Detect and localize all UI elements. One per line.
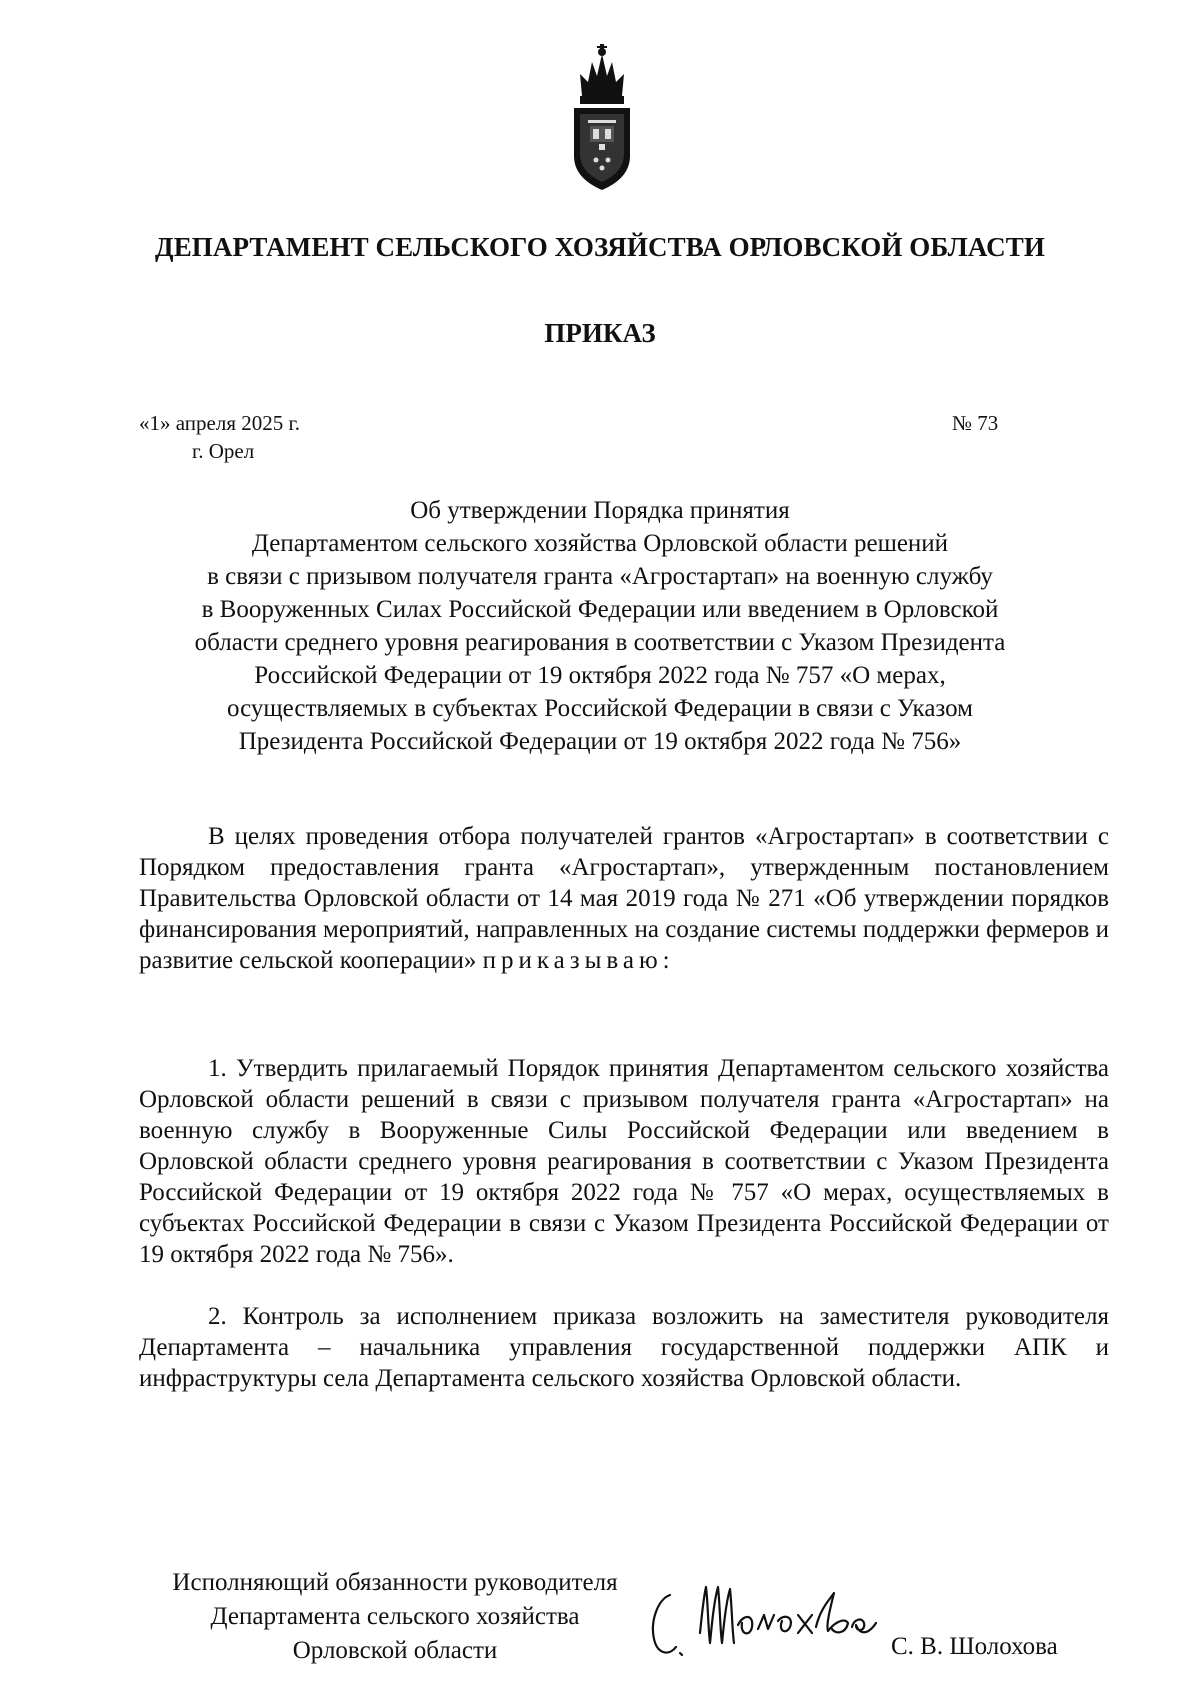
order-item-2: 2. Контроль за исполнением приказа возложить на заместителя руководителя Департамента – начальника управления государственной поддержки АПК и инфраструктуры села Департамента сельского хозяйства Орловской области. xyxy=(139,1303,1109,1392)
preamble-paragraph xyxy=(139,821,1109,976)
subject-line: Департаментом сельского хозяйства Орловской области решений xyxy=(251,530,949,557)
signer-position-line: Исполняющий обязанности руководителя xyxy=(172,1569,618,1596)
subject-line: области среднего уровня реагирования в соответствии с Указом Президента xyxy=(194,629,1006,656)
order-date: «1» апреля 2025 г. xyxy=(139,411,300,435)
document-type-title: ПРИКАЗ xyxy=(544,318,656,348)
preamble-text: В целях проведения отбора получателей грантов «Агростартап» в соответствии с Порядком предоставления гранта «Агростартап», утвержденным постановлением Правительства Орловской области от 14 мая 2019 года № 271 «Об утверждении порядков финансирования мероприятий, направленных на создание системы поддержки фермеров и развитие сельской кооперации» xyxy=(139,823,1109,974)
order-number: № 73 xyxy=(952,411,999,435)
subject-line: в Вооруженных Силах Российской Федерации или введением в Орловской xyxy=(201,596,999,623)
order-city: г. Орел xyxy=(192,439,255,463)
order-subject xyxy=(150,494,1050,758)
signer-position xyxy=(130,1566,660,1668)
subject-line: Президента Российской Федерации от 19 октября 2022 года № 756» xyxy=(238,728,962,755)
signer-name: С. В. Шолохова xyxy=(891,1633,1058,1660)
handwritten-signature-icon xyxy=(640,1573,890,1669)
subject-line: Об утверждении Порядка принятия xyxy=(410,497,790,524)
subject-line: осуществляемых в субъектах Российской Федерации в связи с Указом xyxy=(227,695,973,722)
subject-line: Российской Федерации от 19 октября 2022 года № 757 «О мерах, xyxy=(254,662,946,689)
department-title: ДЕПАРТАМЕНТ СЕЛЬСКОГО ХОЗЯЙСТВА ОРЛОВСКОЙ ОБЛАСТИ xyxy=(155,232,1045,262)
order-item-1: 1. Утвердить прилагаемый Порядок принятия Департаментом сельского хозяйства Орловской области решений в связи с призывом получателя гранта «Агростартап» на военную службу в Вооруженные Силы Российской Федерации или введением в Орловской области среднего уровня реагирования в соответствии с Указом Президента Российской Федерации от 19 октября 2022 года № 757 «О мерах, осуществляемых в субъектах Российской Федерации в связи с Указом Президента Российской Федерации от 19 октября 2022 года № 756». xyxy=(139,1055,1109,1268)
order-word: приказываю: xyxy=(482,947,675,974)
signer-position-line: Департамента сельского хозяйства xyxy=(210,1603,580,1630)
orel-oblast-coat-of-arms-icon xyxy=(566,44,638,192)
signer-position-line: Орловской области xyxy=(292,1637,498,1664)
subject-line: в связи с призывом получателя гранта «Агростартап» на военную службу xyxy=(207,563,993,590)
